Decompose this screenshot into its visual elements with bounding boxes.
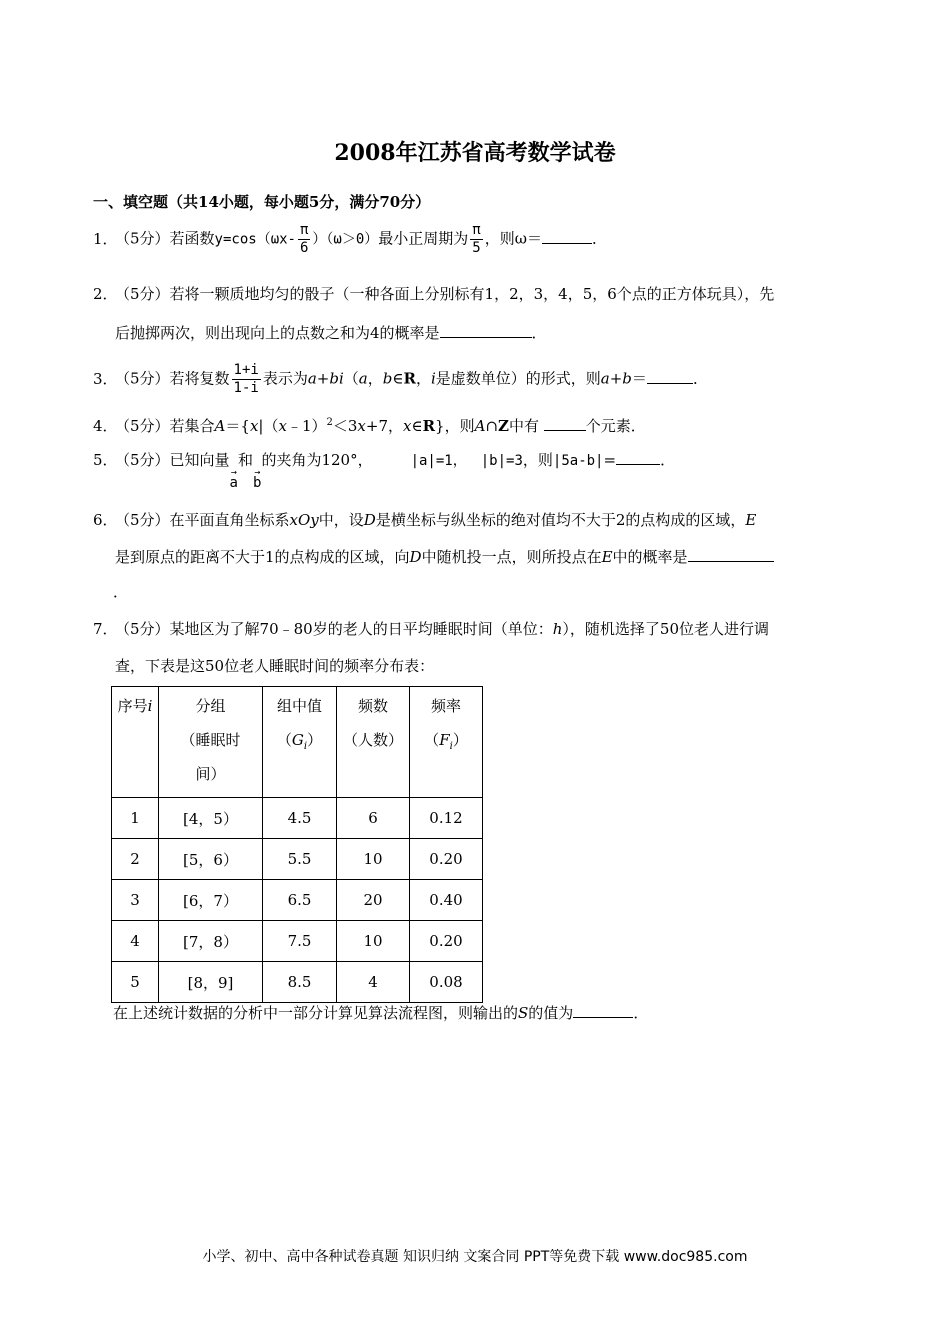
question-6: 6．（5分）在平面直角坐标系xOy中，设D是横坐标与纵坐标的绝对值均不大于2的点构成的区域，E <box>93 511 757 529</box>
table-row: 4 [7，8） 7.5 10 0.20 <box>112 921 483 962</box>
vector-b: → b <box>253 467 262 491</box>
table-row: 5 [8，9] 8.5 4 0.08 <box>112 962 483 1003</box>
question-4: 4．（5分）若集合A＝{x|（x﹣1）$^2$＜3x+7，x∈R}，则A∩Z中有 个元素． <box>93 417 646 435</box>
header-index: 序号i <box>112 687 159 798</box>
abs-b: |b|=3 <box>480 453 523 469</box>
answer-blank <box>440 323 532 338</box>
table-row: 3 [6，7） 6.5 20 0.40 <box>112 880 483 921</box>
fraction-complex: $\frac{1+i}{1-i}$ <box>233 362 259 396</box>
question-6-line3: ． <box>113 583 129 601</box>
fraction-period: $\frac{\pi}{5}$ <box>472 222 481 256</box>
question-3: 3．（5分）若将复数 $\frac{1+i}{1-i}$ 表示为a+bi（a，b∈R，i是虚数单位）的形式，则a+b＝ ． <box>93 362 708 396</box>
table-row: 1 [4，5） 4.5 6 0.12 <box>112 798 483 839</box>
question-2-line2: 后抛掷两次，则出现向上的点数之和为4的概率是 ． <box>115 324 547 342</box>
header-count: 频数 （人数） <box>337 687 410 798</box>
vector-a: → a <box>229 467 238 491</box>
page-title: 2008年江苏省高考数学试卷 <box>334 140 616 166</box>
header-midvalue: 组中值 $(G_i)$ <box>263 687 337 798</box>
answer-blank <box>544 416 586 431</box>
header-frequency: 频率 $(F_i)$ <box>410 687 483 798</box>
question-7-followup: 在上述统计数据的分析中一部分计算见算法流程图，则输出的S的值为 ． <box>113 1004 649 1022</box>
abs-a: |a|=1， <box>410 453 467 469</box>
answer-blank <box>542 229 592 244</box>
fraction-pi-6: $\frac{\pi}{6}$ <box>299 222 309 256</box>
question-5: 5．（5分）已知向量 → a 和 → b 的夹角为120°， |a|=1， |b|=3，则|5a-b|= ． <box>93 451 676 491</box>
question-1: 1．（5分）若函数y=cos（ωx- $\frac{\pi}{6}$ ）（ω＞0）最小正周期为 $\frac{\pi}{5}$ ，则ω＝ ． <box>93 222 607 256</box>
frequency-table <box>111 686 483 1003</box>
answer-blank <box>573 1003 633 1018</box>
question-2: 2．（5分）若将一颗质地均匀的骰子（一种各面上分别标有1，2，3，4，5，6个点的正方体玩具），先 <box>93 285 775 303</box>
table-header-row <box>112 687 483 798</box>
question-7: 7．（5分）某地区为了解70﹣80岁的老人的日平均睡眠时间（单位：h），随机选择了50位老人进行调 <box>93 620 769 638</box>
footer-text: 小学、初中、高中各种试卷真题 知识归纳 文案合同 PPT等免费下载 www.doc985.com <box>202 1249 748 1265</box>
table-row: 2 [5，6） 5.5 10 0.20 <box>112 839 483 880</box>
question-7-line2: 查，下表是这50位老人睡眠时间的频率分布表： <box>115 657 435 675</box>
question-6-line2: 是到原点的距离不大于1的点构成的区域，向D中随机投一点，则所投点在E中的概率是 <box>115 547 774 567</box>
answer-blank <box>688 547 774 562</box>
answer-blank <box>647 369 693 384</box>
answer-blank <box>616 450 660 465</box>
header-group: 分组 （睡眠时 间） <box>159 687 263 798</box>
section-heading: 一、填空题（共14小题，每小题5分，满分70分） <box>93 193 431 211</box>
abs-5a-b: |5a-b| <box>552 453 604 469</box>
function-expression: y=cos（ωx- <box>214 231 296 248</box>
